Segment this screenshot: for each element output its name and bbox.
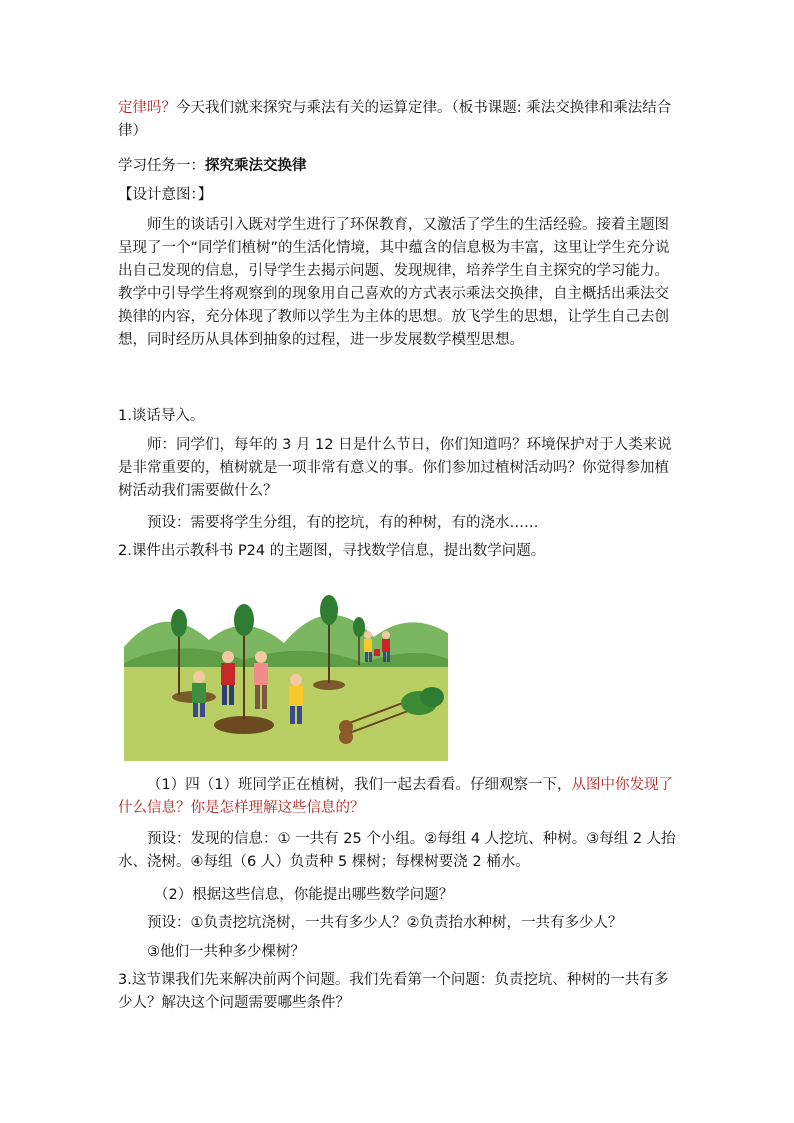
task-heading xyxy=(118,155,678,178)
question1-text: （1）四（1）班同学正在植树，我们一起去看看。仔细观察一下， xyxy=(147,777,572,793)
tree-planting-illustration xyxy=(124,575,448,761)
step3-text: 3.这节课我们先来解决前两个问题。我们先看第一个问题：负责挖坑、种树的一共有多少人？解决这个问题需要哪些条件？ xyxy=(118,972,669,1011)
step1-preset: 预设：需要将学生分组，有的挖坑，有的种树，有的浇水…… xyxy=(147,515,539,531)
intro-line xyxy=(118,97,678,143)
task-label: 学习任务一： xyxy=(118,158,205,174)
step2-preset2: 预设：①负责挖坑浇树，一共有多少人？②负责抬水种树，一共有多少人？ xyxy=(147,915,623,931)
step2-preset1: 预设：发现的信息：① 一共有 25 个小组。②每组 4 人挖坑、种树。③每组 2 人抬水、浇树。④每组（6 人）负责种 5 棵树；每棵树要浇 2 桶水。 xyxy=(118,831,676,870)
water-bucket xyxy=(374,649,380,656)
child-far-1 xyxy=(364,631,372,662)
tree-planting-scene xyxy=(124,575,448,761)
step1-teacher-text: 师：同学们，每年的 3 月 12 日是什么节日，你们知道吗？环境保护对于人类来说是非常重要的，植树就是一项非常有意义的事。你们参加过植树活动吗？你觉得参加植树活动我们需要做什么？ xyxy=(118,437,672,499)
step2-question1 xyxy=(118,774,678,820)
task-title: 探究乘法交换律 xyxy=(205,158,307,174)
child-far-2 xyxy=(382,631,390,662)
intro-red-text: 定律吗？ xyxy=(118,100,176,116)
preset2b-text: ③他们一共种多少棵树？ xyxy=(147,944,305,960)
step2-preset2b xyxy=(118,941,678,964)
step2-heading: 2.课件出示教科书 P24 的主题图，寻找数学信息，提出数学问题。 xyxy=(118,543,546,559)
step2-question2: （2）根据这些信息，你能提出哪些数学问题？ xyxy=(154,887,454,903)
question1-red-text: 从图中你发现了什么信息？你是怎样理解这些信息的？ xyxy=(118,777,673,816)
step1-heading: 1.谈话导入。 xyxy=(118,408,205,424)
intro-text: 今天我们就来探究与乘法有关的运算定律。（板书课题: 乘法交换律和乘法结合律） xyxy=(118,100,672,139)
design-intent-body: 师生的谈话引入既对学生进行了环保教育，又激活了学生的生活经验。接着主题图呈现了一个“同学们植树”的生活化情境，其中蕴含的信息极为丰富，这里让学生充分说出自己发现的信息，引导学生去揭示问题、发现规律，培养学生自主探究的学习能力。教学中引导学生将观察到的现象用自己喜欢的方式表示乘法交换律，自主概括出乘法交换律的内容，充分体现了教师以学生为主体的思想。放飞学生的思想，让学生自己去创想，同时经历从具体到抽象的过程，进一步发展数学模型思想。 xyxy=(118,217,670,348)
design-intent-heading: 【设计意图：】 xyxy=(118,187,213,203)
